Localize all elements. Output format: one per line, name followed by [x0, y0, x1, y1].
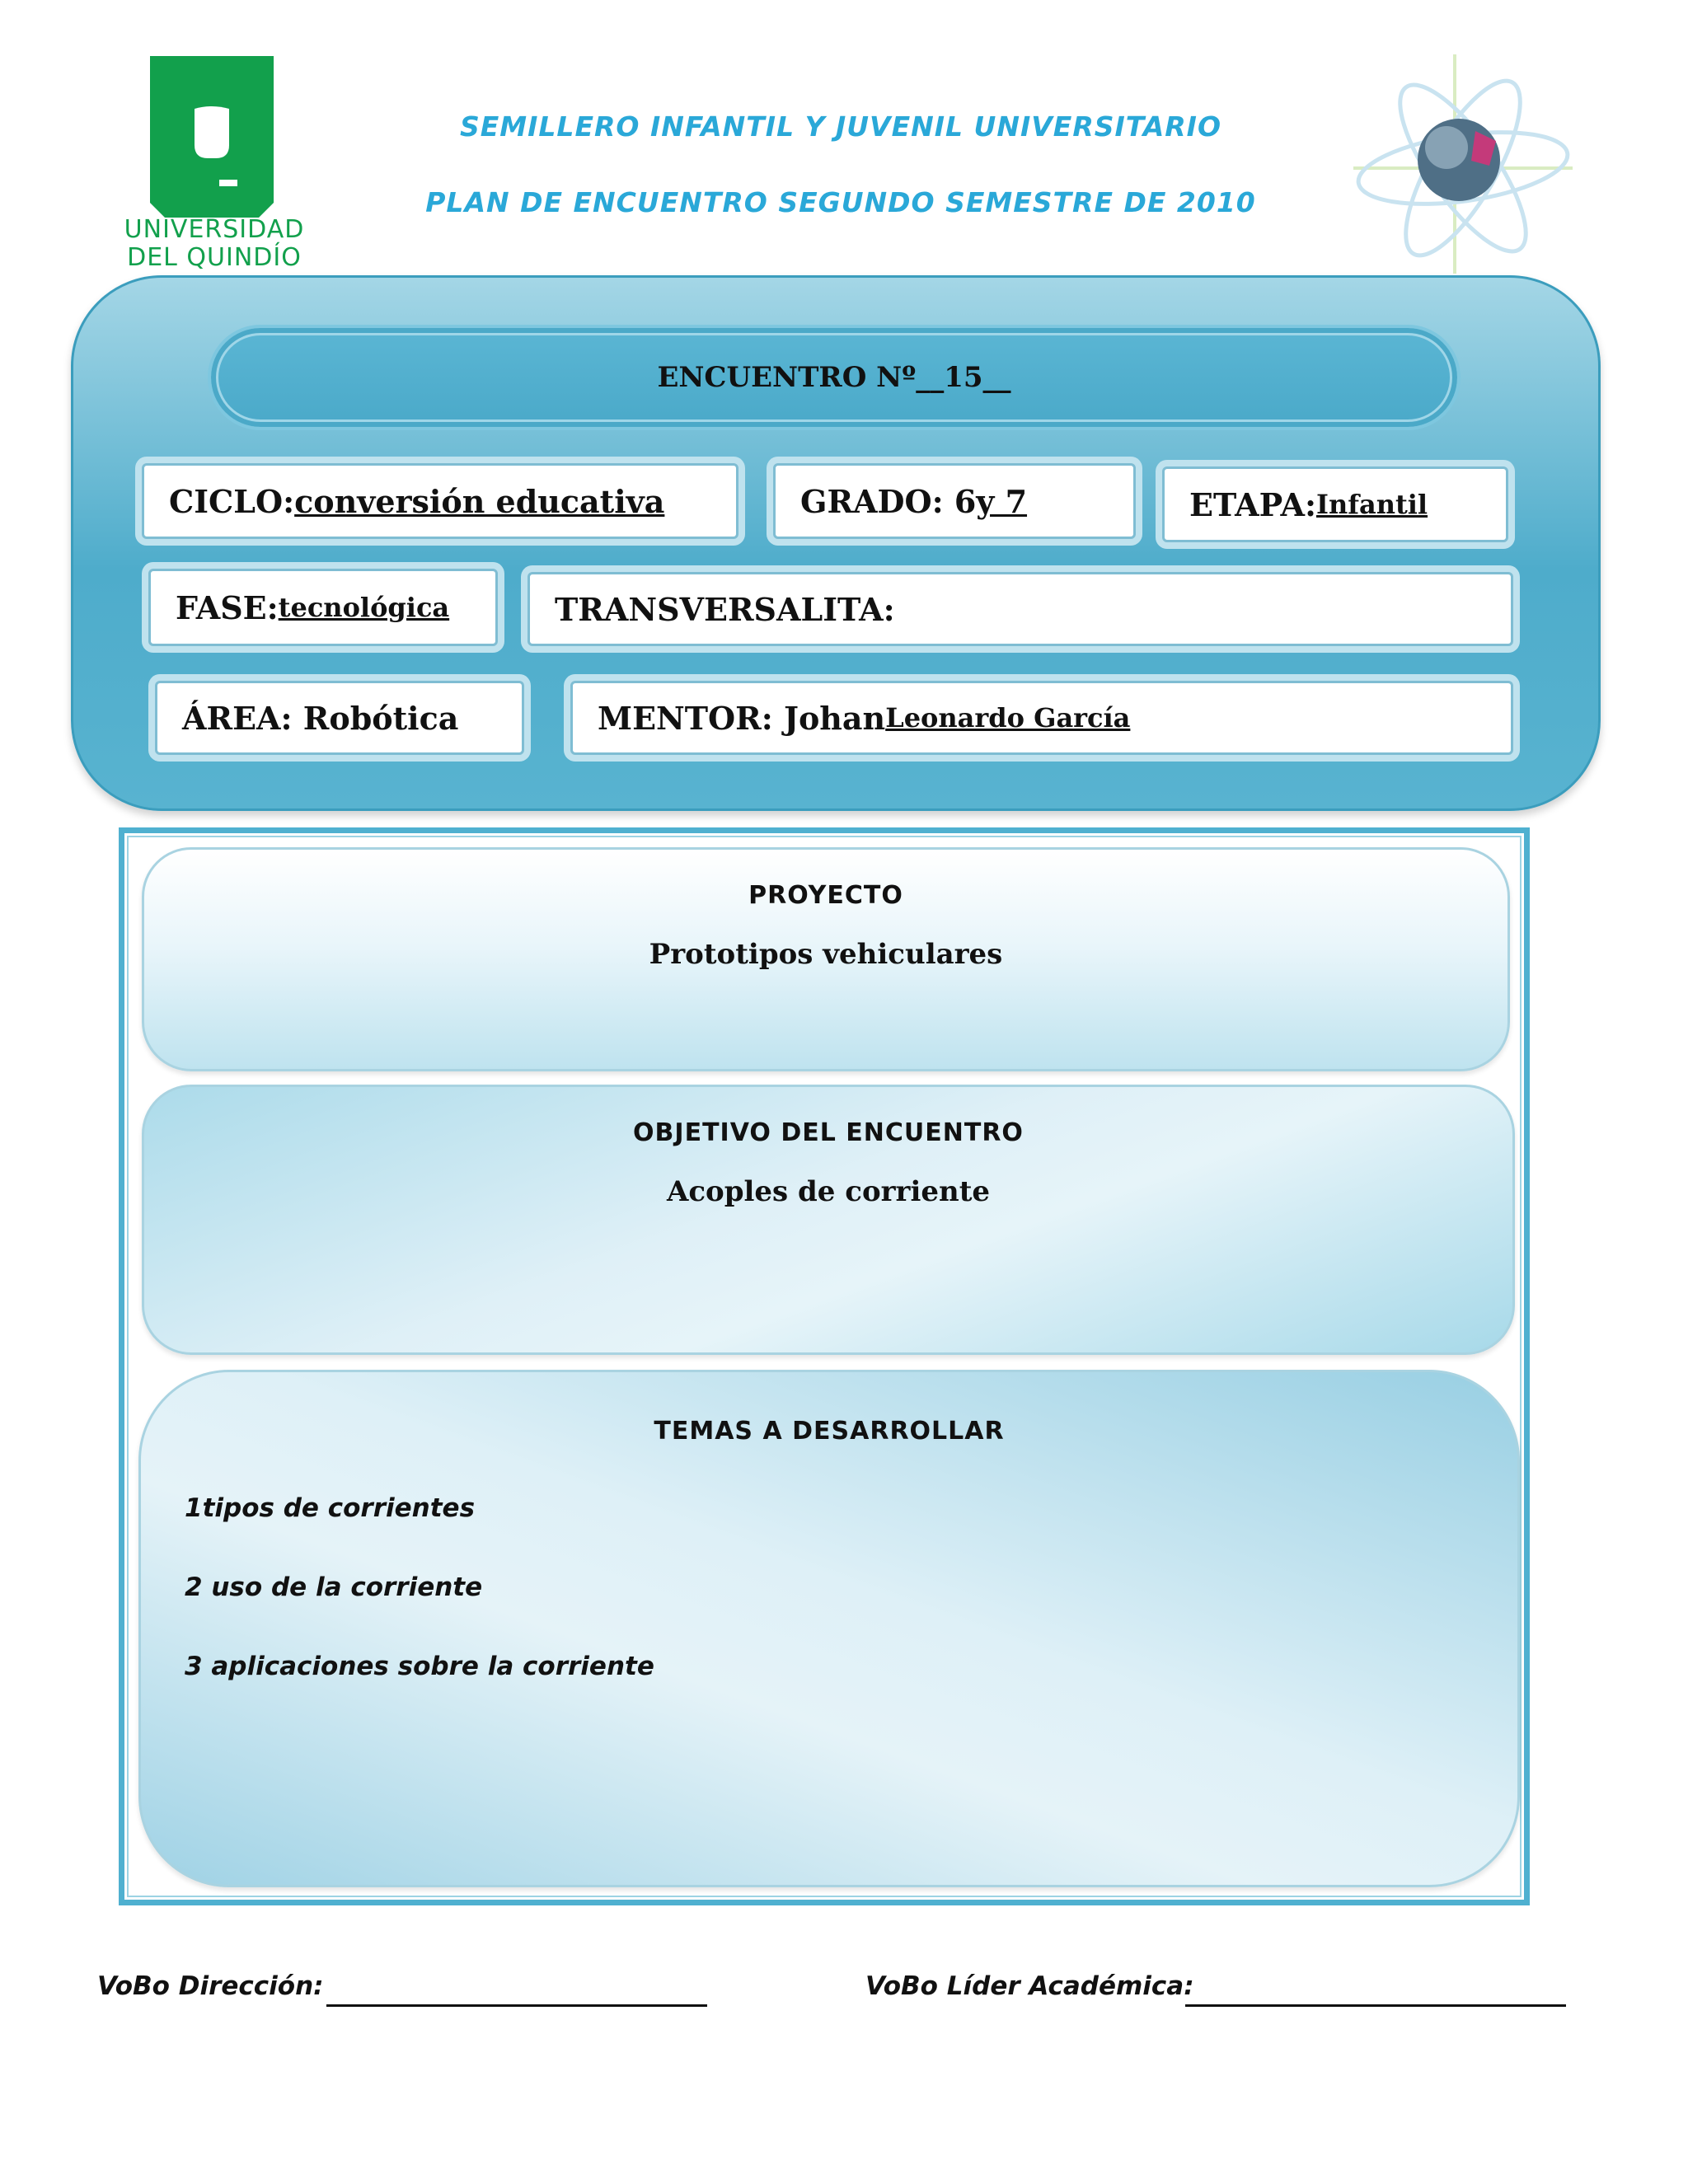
- ciclo-field: CICLO: conversión educativa: [142, 463, 738, 539]
- fase-field: FASE: tecnológica: [148, 569, 498, 646]
- etapa-field: ETAPA: Infantil: [1162, 466, 1508, 542]
- area-field: ÁREA: Robótica: [155, 681, 524, 755]
- proyecto-value: Prototipos vehiculares: [649, 938, 1003, 971]
- vobo-direccion-line[interactable]: [326, 2004, 707, 2007]
- temas-section: [138, 1370, 1520, 1887]
- header-title: SEMILLERO INFANTIL Y JUVENIL UNIVERSITARIO: [459, 110, 1222, 143]
- tema-item-1: 1tipos de corrientes: [185, 1493, 476, 1523]
- header-subtitle: PLAN DE ENCUENTRO SEGUNDO SEMESTRE DE 2010: [425, 186, 1256, 218]
- tema-item-3: 3 aplicaciones sobre la corriente: [185, 1652, 654, 1681]
- proyecto-label: PROYECTO: [748, 881, 903, 910]
- atom-globe-icon: [1352, 53, 1574, 275]
- temas-label: TEMAS A DESARROLLAR: [654, 1417, 1005, 1446]
- university-name: UNIVERSIDAD DEL QUINDÍO: [124, 215, 305, 272]
- tema-item-2: 2 uso de la corriente: [185, 1572, 483, 1602]
- encuentro-number-banner: ENCUENTRO Nº __15__: [208, 325, 1461, 430]
- mentor-field: MENTOR: Johan Leonardo García: [570, 681, 1513, 755]
- university-logo-icon: [150, 56, 274, 218]
- objetivo-value: Acoples de corriente: [666, 1175, 991, 1208]
- transversalita-field: TRANSVERSALITA:: [528, 572, 1513, 646]
- objetivo-section: [142, 1085, 1515, 1355]
- vobo-lider-label: VoBo Líder Académica:: [865, 1971, 1194, 2001]
- vobo-direccion-label: VoBo Dirección:: [97, 1971, 324, 2001]
- vobo-lider-line[interactable]: [1185, 2004, 1566, 2007]
- objetivo-label: OBJETIVO DEL ENCUENTRO: [633, 1118, 1024, 1147]
- grado-field: GRADO: 6 y 7: [773, 463, 1136, 539]
- proyecto-section: [142, 847, 1510, 1071]
